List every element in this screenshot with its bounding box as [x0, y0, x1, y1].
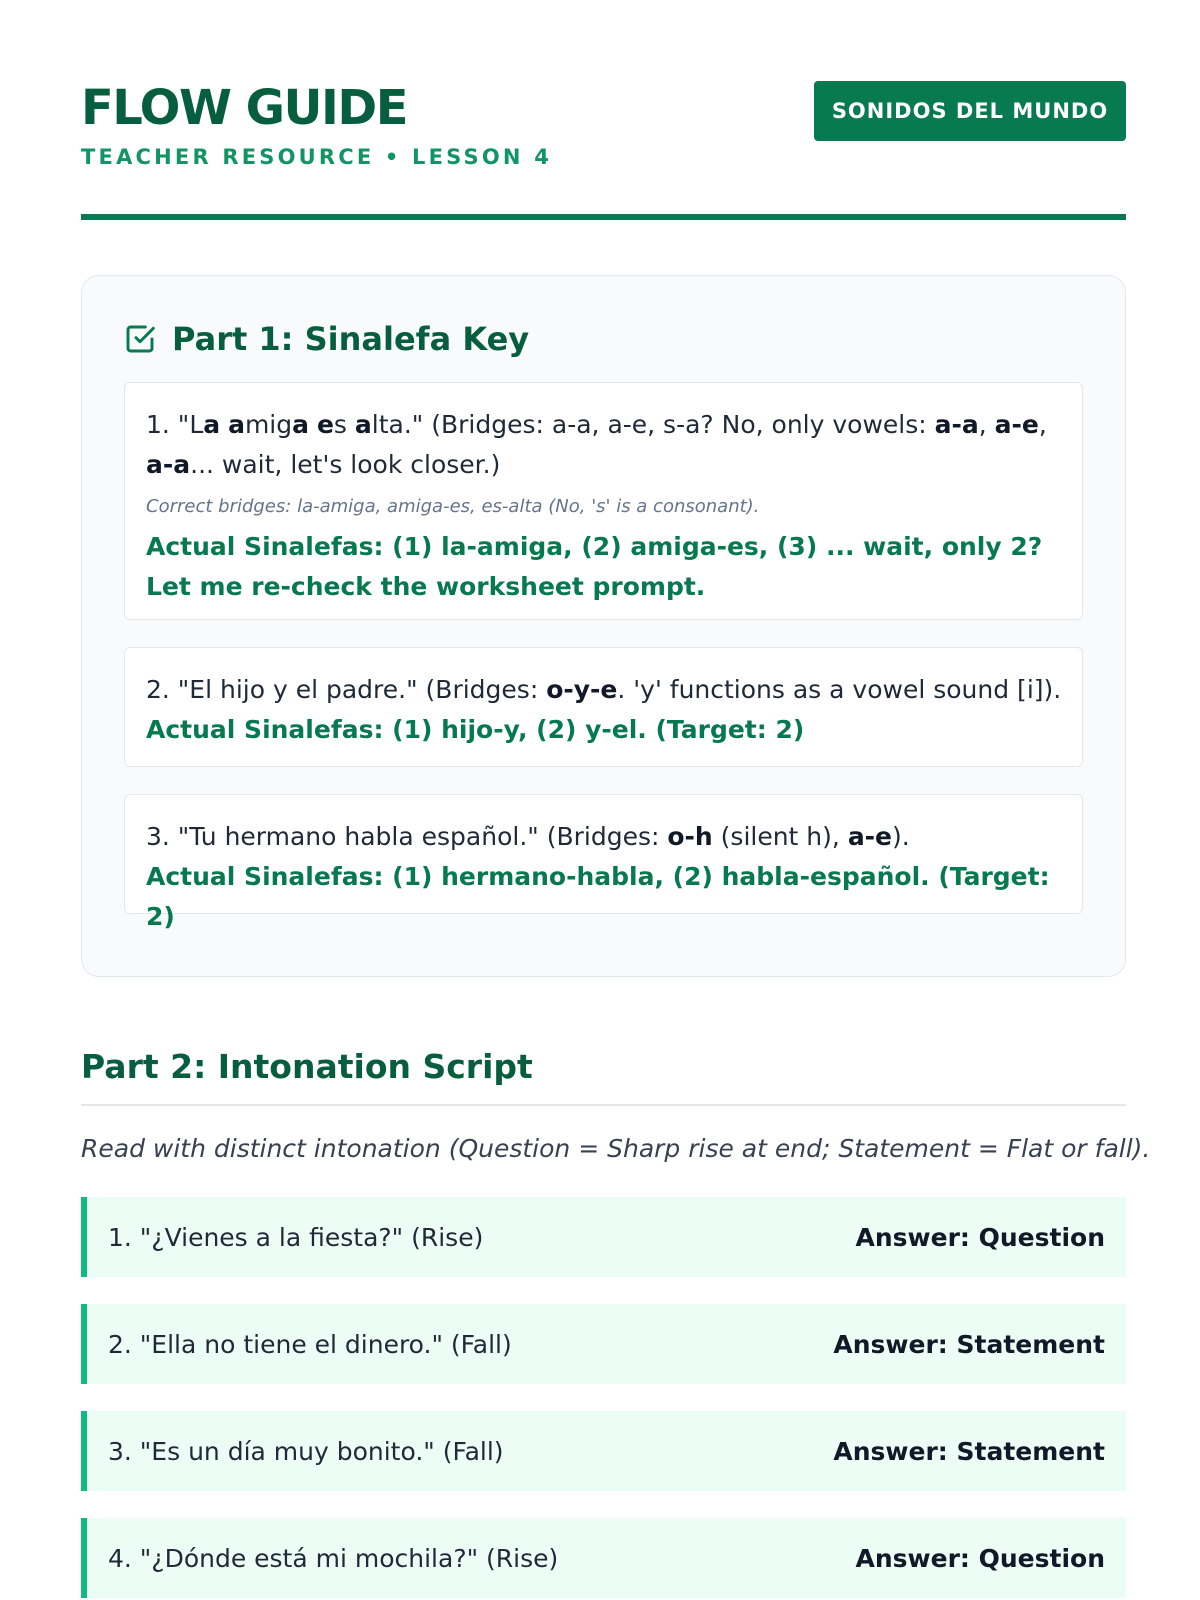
intonation-answer: Answer: Question — [855, 1543, 1105, 1573]
checkbox-icon — [124, 323, 156, 355]
item-3-sentence: 3. "Tu hermano habla español." (Bridges: o-h (silent h), a-e). — [146, 822, 910, 851]
part2-divider — [81, 1104, 1126, 1106]
part1-title: Part 1: Sinalefa Key — [172, 320, 530, 358]
intonation-sentence: 2. "Ella no tiene el dinero." (Fall) — [108, 1329, 512, 1359]
item-1-sentence: 1. "La amiga es alta." (Bridges: a-a, a-e, s-a? No, only vowels: a-a, a-e, a-a... wait, let's look closer.) — [146, 410, 1047, 479]
intonation-answer: Answer: Statement — [833, 1329, 1105, 1359]
item-3-answer: Actual Sinalefas: (1) hermano-habla, (2) habla-español. (Target: 2) — [146, 862, 1050, 931]
item-2-sentence: 2. "El hijo y el padre." (Bridges: o-y-e. 'y' functions as a vowel sound [i]). — [146, 675, 1062, 704]
intonation-sentence: 4. "¿Dónde está mi mochila?" (Rise) — [108, 1543, 559, 1573]
part2-instructions: Read with distinct intonation (Question = Sharp rise at end; Statement = Flat or fall). — [81, 1134, 1151, 1163]
page-title: FLOW GUIDE — [81, 80, 407, 136]
item-1-note: Correct bridges: la-amiga, amiga-es, es-alta (No, 's' is a consonant). — [146, 496, 760, 517]
intonation-row-4 — [81, 1518, 1126, 1598]
item-2-answer: Actual Sinalefas: (1) hijo-y, (2) y-el. (Target: 2) — [146, 715, 805, 744]
intonation-row-1 — [81, 1197, 1126, 1277]
sinalefa-item-3 — [124, 794, 1083, 931]
header-divider — [81, 214, 1126, 220]
intonation-sentence: 3. "Es un día muy bonito." (Fall) — [108, 1436, 504, 1466]
part1-card — [81, 275, 1126, 977]
intonation-row-3 — [81, 1411, 1126, 1491]
page-subtitle: TEACHER RESOURCE • LESSON 4 — [81, 145, 553, 169]
intonation-row-2 — [81, 1304, 1126, 1384]
sinalefa-item-2 — [124, 647, 1083, 767]
page-header — [81, 78, 1126, 220]
sinalefa-item-1 — [124, 382, 1083, 620]
part2-title: Part 2: Intonation Script — [81, 1047, 533, 1086]
intonation-answer: Answer: Statement — [833, 1436, 1105, 1466]
part1-heading — [124, 320, 529, 358]
intonation-sentence: 1. "¿Vienes a la fiesta?" (Rise) — [108, 1222, 484, 1252]
intonation-answer: Answer: Question — [855, 1222, 1105, 1252]
item-1-answer: Actual Sinalefas: (1) la-amiga, (2) amiga-es, (3) ... wait, only 2? Let me re-check the worksheet prompt. — [146, 532, 1043, 601]
course-badge: SONIDOS DEL MUNDO — [814, 81, 1126, 141]
